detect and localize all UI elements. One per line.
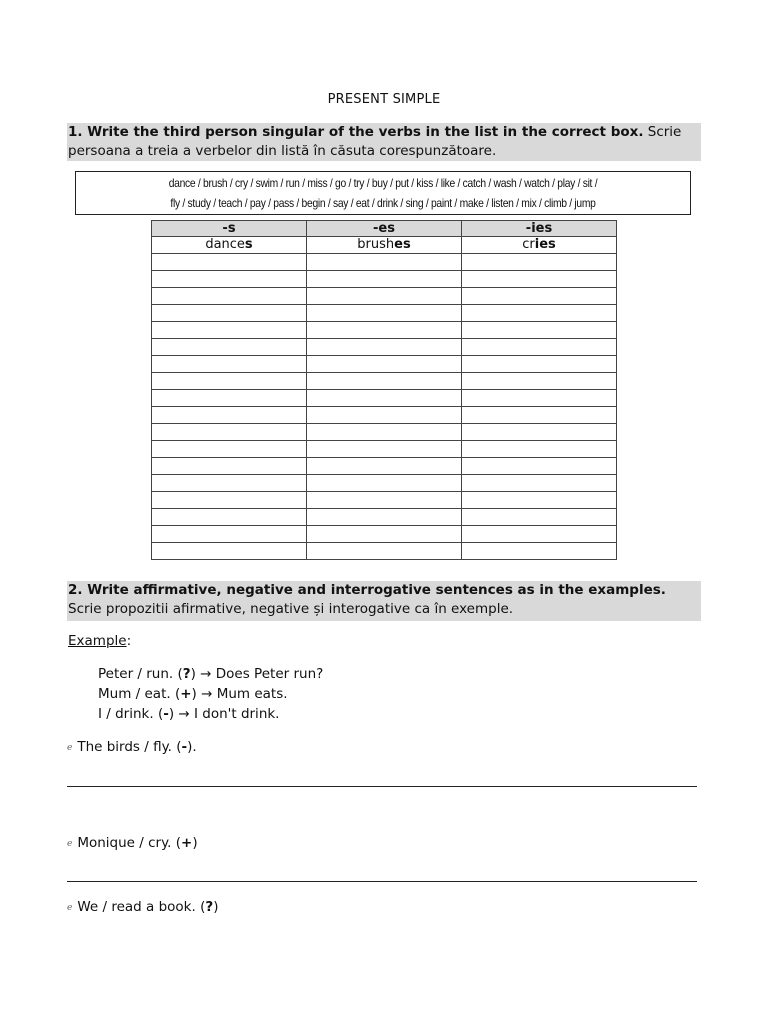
blank-row xyxy=(152,526,617,543)
answer-cell[interactable] xyxy=(307,373,462,390)
blank-row xyxy=(152,424,617,441)
answer-cell[interactable] xyxy=(152,458,307,475)
answer-cell[interactable] xyxy=(307,254,462,271)
answer-cell[interactable] xyxy=(152,526,307,543)
example-s: dances xyxy=(152,237,307,254)
blank-row xyxy=(152,288,617,305)
exercise-item-3: ℯ We / read a book. (?) xyxy=(67,899,219,915)
blank-row xyxy=(152,356,617,373)
answer-cell[interactable] xyxy=(462,458,617,475)
blank-row xyxy=(152,543,617,560)
q1-romanian: persoana a treia a verbelor din listă în căsuta corespunzătoare. xyxy=(68,143,497,159)
q2-english: 2. Write affirmative, negative and interrogative sentences as in the examples. xyxy=(68,582,666,598)
answer-cell[interactable] xyxy=(307,424,462,441)
blank-row xyxy=(152,390,617,407)
answer-cell[interactable] xyxy=(307,458,462,475)
answer-cell[interactable] xyxy=(462,509,617,526)
answer-cell[interactable] xyxy=(462,526,617,543)
answer-cell[interactable] xyxy=(152,322,307,339)
verb-list-line-1: dance / brush / cry / swim / run / miss / go / try / buy / put / kiss / like / catch / wash / watch / play / sit / xyxy=(168,176,598,190)
answer-cell[interactable] xyxy=(307,271,462,288)
answer-cell[interactable] xyxy=(152,288,307,305)
answer-cell[interactable] xyxy=(307,322,462,339)
blank-row xyxy=(152,458,617,475)
q1-instruction xyxy=(68,123,708,161)
answer-cell[interactable] xyxy=(152,509,307,526)
example-label: Example: xyxy=(68,633,132,649)
answer-cell[interactable] xyxy=(462,390,617,407)
header-es: -es xyxy=(307,221,462,237)
example-row xyxy=(152,237,617,254)
example-line-2: Mum / eat. (+) → Mum eats. xyxy=(98,686,288,702)
example-line-3: I / drink. (-) → I don't drink. xyxy=(98,706,280,722)
verb-list-box xyxy=(75,171,691,215)
page-title: PRESENT SIMPLE xyxy=(327,92,441,107)
blank-row xyxy=(152,305,617,322)
answer-cell[interactable] xyxy=(307,356,462,373)
answer-cell[interactable] xyxy=(307,407,462,424)
suffix-table xyxy=(151,220,617,560)
blank-row xyxy=(152,339,617,356)
header-s: -s xyxy=(152,221,307,237)
answer-cell[interactable] xyxy=(152,305,307,322)
example-es: brushes xyxy=(307,237,462,254)
answer-cell[interactable] xyxy=(152,424,307,441)
answer-cell[interactable] xyxy=(152,543,307,560)
answer-cell[interactable] xyxy=(462,305,617,322)
blank-row xyxy=(152,492,617,509)
answer-cell[interactable] xyxy=(152,373,307,390)
answer-cell[interactable] xyxy=(307,509,462,526)
answer-cell[interactable] xyxy=(152,441,307,458)
answer-cell[interactable] xyxy=(152,390,307,407)
blank-row xyxy=(152,475,617,492)
blank-row xyxy=(152,322,617,339)
answer-cell[interactable] xyxy=(152,271,307,288)
q1-english: 1. Write the third person singular of the verbs in the list in the correct box. xyxy=(68,124,644,140)
answer-cell[interactable] xyxy=(152,407,307,424)
answer-cell[interactable] xyxy=(462,373,617,390)
example-line-1: Peter / run. (?) → Does Peter run? xyxy=(98,666,324,682)
blank-row xyxy=(152,509,617,526)
answer-cell[interactable] xyxy=(307,475,462,492)
bullet-icon: ℯ xyxy=(67,743,73,753)
answer-cell[interactable] xyxy=(462,543,617,560)
answer-cell[interactable] xyxy=(307,305,462,322)
blank-row xyxy=(152,441,617,458)
header-ies: -ies xyxy=(462,221,617,237)
bullet-icon: ℯ xyxy=(67,839,73,849)
answer-cell[interactable] xyxy=(462,424,617,441)
q2-instruction xyxy=(68,581,708,619)
bullet-icon: ℯ xyxy=(67,903,73,913)
answer-cell[interactable] xyxy=(462,356,617,373)
answer-cell[interactable] xyxy=(462,288,617,305)
blank-row xyxy=(152,407,617,424)
blank-row xyxy=(152,271,617,288)
example-ies: cries xyxy=(462,237,617,254)
answer-cell[interactable] xyxy=(307,339,462,356)
answer-cell[interactable] xyxy=(462,441,617,458)
answer-cell[interactable] xyxy=(307,390,462,407)
exercise-item-1: ℯ The birds / fly. (-). xyxy=(67,739,197,755)
answer-cell[interactable] xyxy=(462,271,617,288)
answer-cell[interactable] xyxy=(152,254,307,271)
answer-cell[interactable] xyxy=(462,475,617,492)
q1-romanian-start: Scrie xyxy=(647,124,682,140)
answer-cell[interactable] xyxy=(307,441,462,458)
blank-row xyxy=(152,254,617,271)
answer-cell[interactable] xyxy=(462,254,617,271)
answer-cell[interactable] xyxy=(462,407,617,424)
answer-cell[interactable] xyxy=(152,339,307,356)
answer-cell[interactable] xyxy=(462,492,617,509)
verb-list-line-2: fly / study / teach / pay / pass / begin / say / eat / drink / sing / paint / make / listen / mix / climb / jump xyxy=(170,196,596,210)
answer-cell[interactable] xyxy=(307,492,462,509)
answer-cell[interactable] xyxy=(307,543,462,560)
answer-line-2[interactable] xyxy=(67,881,697,882)
answer-cell[interactable] xyxy=(307,526,462,543)
answer-cell[interactable] xyxy=(152,475,307,492)
answer-cell[interactable] xyxy=(462,339,617,356)
q2-romanian: Scrie propozitii afirmative, negative și interogative ca în exemple. xyxy=(68,601,514,617)
answer-line-1[interactable] xyxy=(67,786,697,787)
answer-cell[interactable] xyxy=(152,356,307,373)
answer-cell[interactable] xyxy=(307,288,462,305)
answer-cell[interactable] xyxy=(152,492,307,509)
exercise-item-2: ℯ Monique / cry. (+) xyxy=(67,835,198,851)
blank-row xyxy=(152,373,617,390)
answer-cell[interactable] xyxy=(462,322,617,339)
